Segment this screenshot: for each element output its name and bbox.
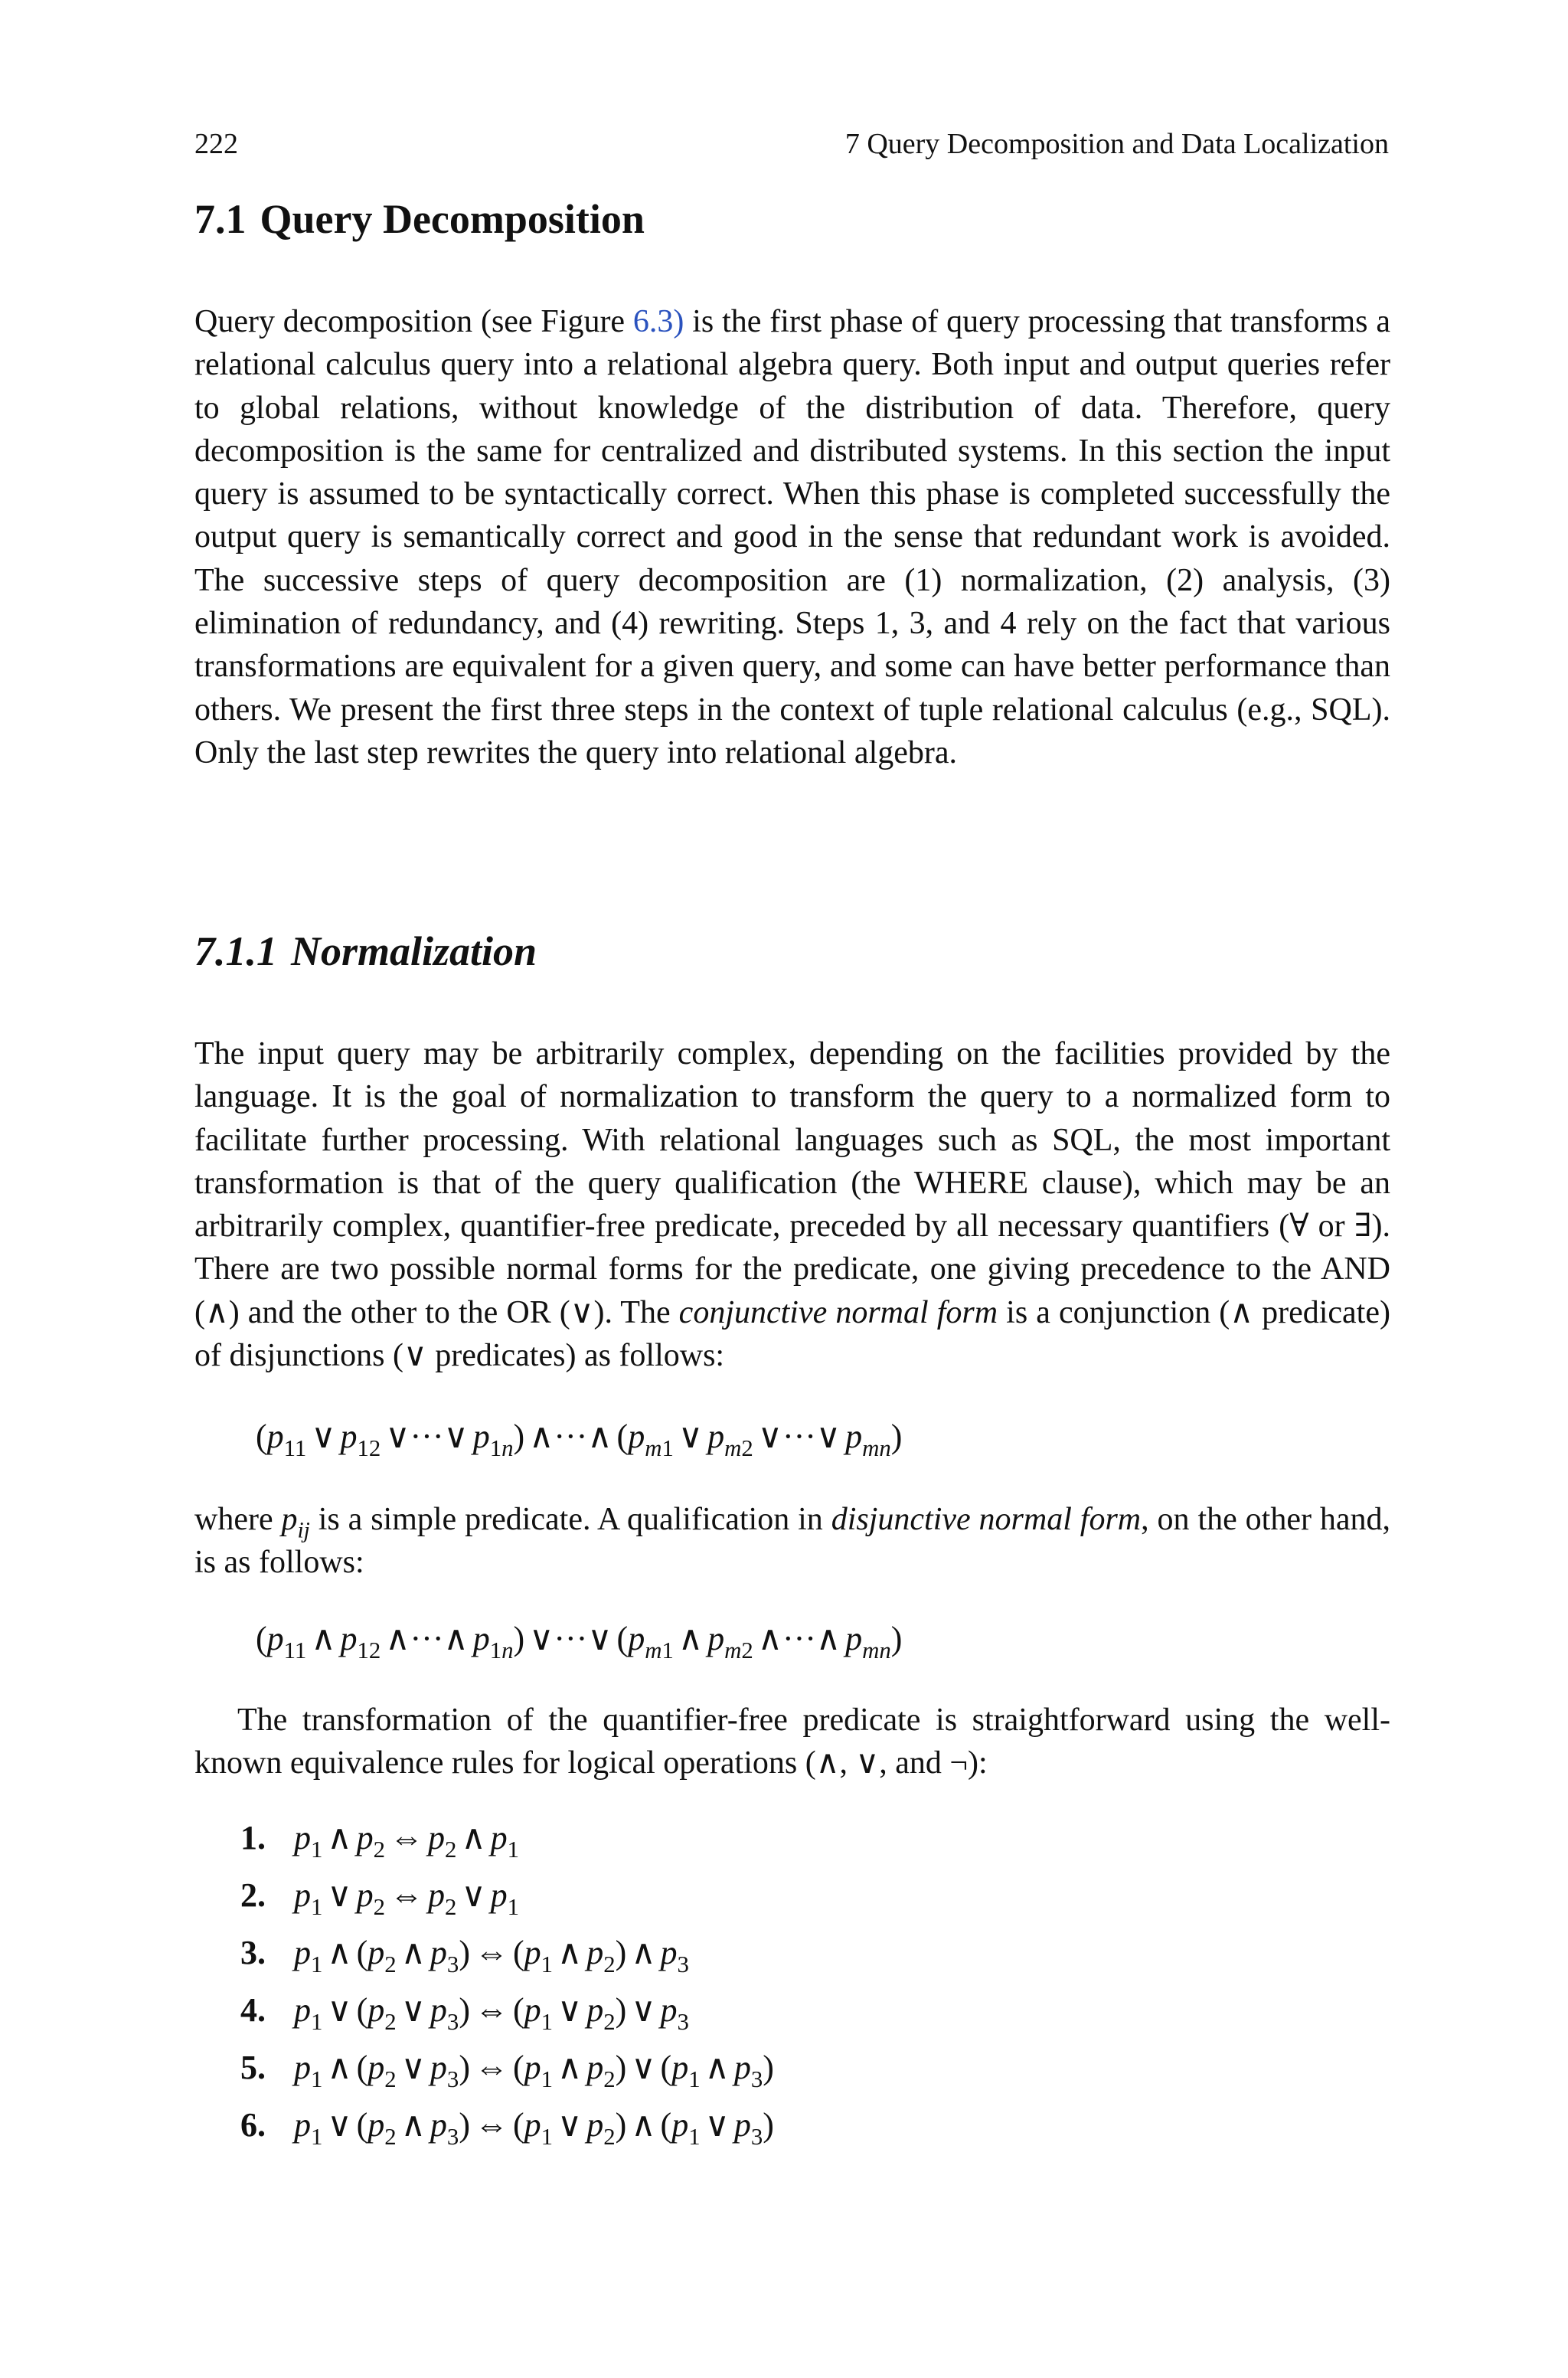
formula-conjunctive-normal-form: ($p_{11}$ ∨ $p_{12}$ ∨···∨ $p_{1n}$) ∧···∧ ($p_{m1}$ ∨ $p_{m2}$ ∨···∨ $p_{mn}$) [256, 1418, 903, 1461]
var-p: p [281, 1502, 298, 1537]
rule-number: 2. [240, 1876, 266, 1914]
rule-formula: $p_1$ ∧ ($p_2$ ∨ $p_3$) ⇔ ($p_1$ ∧ $p_2$) ∨ ($p_1$ ∧ $p_3$) [294, 2049, 774, 2092]
paragraph-transformation: The transformation of the quantifier-free predicate is straightforward using the well-known equivalence rules for logical operations (∧, ∨, and ¬): [194, 1703, 1390, 1781]
rule-formula: $p_1$ ∨ ($p_2$ ∨ $p_3$) ⇔ ($p_1$ ∨ $p_2$) ∨ $p_3$ [294, 1991, 689, 2035]
para2-text-a: The input query may be arbitrarily complex, depending on the facilities provided by the language. It is the goal of normalization to transform the query to a normalized form to facilitate further processing. With relational languages such as SQL, the most important transformation is that of the query qualification (the WHERE clause), which may be an arbitrarily complex, quantifier-free predicate, preceded by all necessary quantifiers (∀ or ∃). There are two possible normal forms for the predicate, one giving precedence to the AND (∧) and the other to the OR (∨). The [194, 1036, 1390, 1330]
page-number: 222 [194, 128, 238, 160]
rule-number: 1. [240, 1819, 266, 1856]
para3-text-a: where [194, 1502, 282, 1537]
para3-text-c: , on the other hand, is as follows: [194, 1502, 1390, 1581]
figure-link[interactable]: 6.3) [632, 304, 684, 339]
subsection-number: 7.1.1 [194, 928, 277, 974]
para3-text-b: is a simple predicate. A qualification in [309, 1502, 831, 1537]
section-number: 7.1 [194, 196, 247, 242]
rule-number: 5. [240, 2049, 266, 2086]
para2-text-b: is a conjunction (∧ predicate) of disjunctions (∨ predicates) as follows: [194, 1294, 1390, 1374]
rule-number: 6. [240, 2106, 266, 2144]
running-head: 7 Query Decomposition and Data Localization [844, 128, 1389, 160]
para1-text-b: is the first phase of query processing that transforms a relational calculus query into a relational algebra query. Both input and output queries refer to global relations, without knowledge of the distribution of data. Therefore, query decomposition is the same for centralized and distributed systems. In this section the input query is assumed to be syntactically correct. When this phase is completed successfully the output query is semantically correct and good in the sense that redundant work is avoided. The successive steps of query decomposition are (1) normalization, (2) analysis, (3) elimination of redundancy, and (4) rewriting. Steps 1, 3, and 4 rely on the fact that various transformations are equivalent for a given query, and some can have better performance than others. We present the first three steps in the context of tuple relational calculus (e.g., SQL). Only the last step rewrites the query into relational algebra. [194, 304, 1390, 770]
var-p-subscript: ij [297, 1518, 310, 1543]
rule-formula: $p_1$ ∧ $p_2$ ⇔ $p_2$ ∧ $p_1$ [294, 1819, 520, 1863]
rule-formula: $p_1$ ∨ ($p_2$ ∧ $p_3$) ⇔ ($p_1$ ∨ $p_2$) ∧ ($p_1$ ∨ $p_3$) [294, 2106, 774, 2150]
subsection-title: Normalization [291, 928, 537, 974]
rule-number: 3. [240, 1934, 266, 1971]
paragraph-where [194, 1498, 1390, 1585]
paragraph-normalization [194, 1032, 1390, 1377]
subsection-heading [194, 925, 537, 977]
section-title: Query Decomposition [260, 196, 645, 242]
section-heading [194, 193, 645, 245]
term-conjunctive-normal-form: conjunctive normal form [678, 1294, 998, 1330]
term-disjunctive-normal-form: disjunctive normal form [831, 1502, 1142, 1537]
running-header [194, 126, 1389, 162]
rule-formula: $p_1$ ∨ $p_2$ ⇔ $p_2$ ∨ $p_1$ [294, 1876, 520, 1920]
rule-number: 4. [240, 1991, 266, 2029]
para1-text-a: Query decomposition (see Figure [194, 304, 633, 339]
paragraph-intro [194, 300, 1390, 774]
formula-disjunctive-normal-form: ($p_{11}$ ∧ $p_{12}$ ∧···∧ $p_{1n}$) ∨···∨ ($p_{m1}$ ∧ $p_{m2}$ ∧···∧ $p_{mn}$) [256, 1620, 903, 1663]
rule-formula: $p_1$ ∧ ($p_2$ ∧ $p_3$) ⇔ ($p_1$ ∧ $p_2$) ∧ $p_3$ [294, 1934, 689, 1977]
